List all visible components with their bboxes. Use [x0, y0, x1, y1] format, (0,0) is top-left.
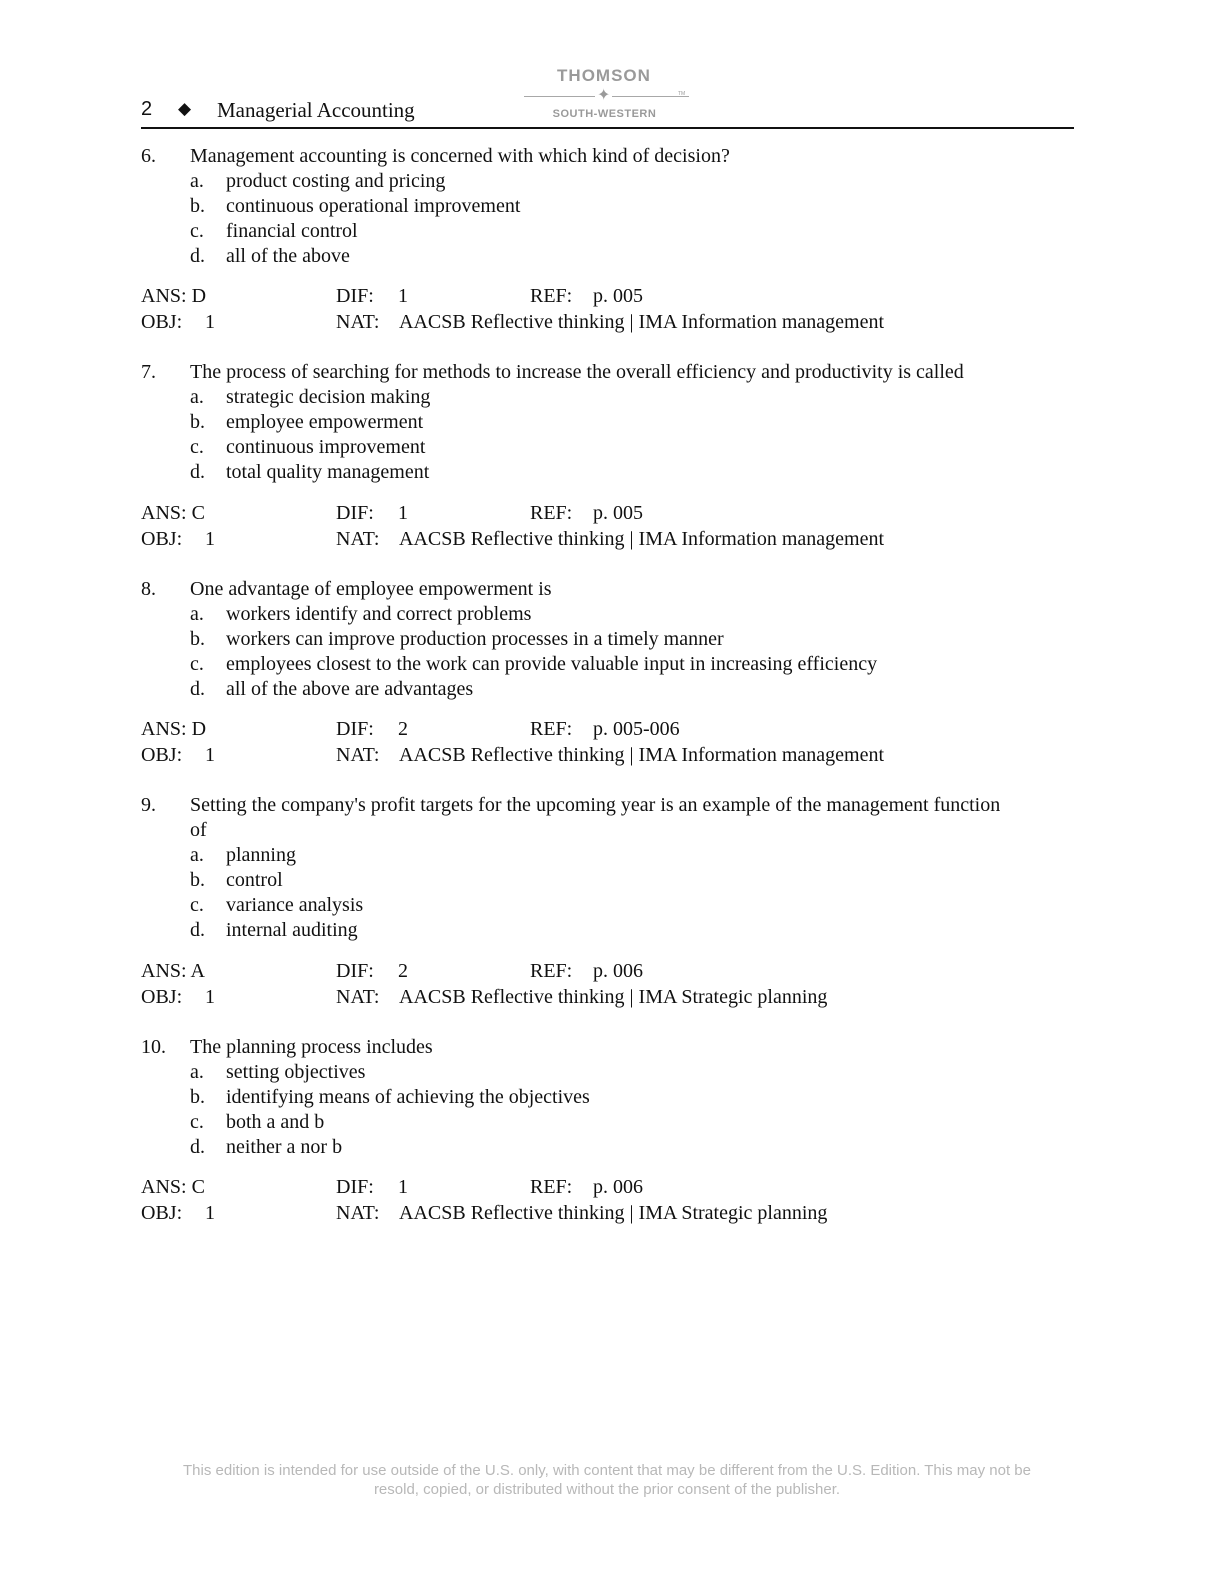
reference-value: p. 006 — [593, 960, 643, 982]
option-text: employees closest to the work can provide valuable input in increasing efficiency — [226, 653, 878, 675]
reference-label: REF: — [530, 502, 573, 524]
objective-value: 1 — [205, 1202, 215, 1224]
option-text: continuous improvement — [226, 436, 426, 458]
difficulty-label: DIF: — [336, 1176, 374, 1198]
objective-label: OBJ: — [141, 528, 183, 550]
page-number: 2 — [141, 98, 153, 120]
option-letter: b. — [190, 628, 205, 650]
question-stem: Setting the company's profit targets for the upcoming year is an example of the management function of — [190, 794, 1001, 841]
option-letter: a. — [190, 1061, 204, 1083]
objective-value: 1 — [205, 986, 215, 1008]
publisher-logo — [516, 66, 691, 122]
question-stem: The process of searching for methods to increase the overall efficiency and productivity is called — [190, 361, 964, 383]
question-number: 7. — [141, 361, 156, 383]
option-letter: b. — [190, 1086, 205, 1108]
nat-label: NAT: — [336, 986, 380, 1008]
reference-label: REF: — [530, 285, 573, 307]
difficulty-label: DIF: — [336, 285, 374, 307]
footer-disclaimer — [120, 1461, 1094, 1499]
difficulty-label: DIF: — [336, 718, 374, 740]
option-letter: d. — [190, 678, 205, 700]
difficulty-value: 1 — [398, 285, 408, 307]
objective-value: 1 — [205, 311, 215, 333]
objective-value: 1 — [205, 528, 215, 550]
question-number: 10. — [141, 1036, 166, 1058]
logo-wordmark-bottom: SOUTH-WESTERN — [552, 108, 657, 120]
option-text: strategic decision making — [226, 386, 431, 408]
option-text: identifying means of achieving the objectives — [226, 1086, 590, 1108]
option-letter: b. — [190, 411, 205, 433]
objective-label: OBJ: — [141, 986, 183, 1008]
option-letter: c. — [190, 220, 204, 242]
footer-line-2: resold, copied, or distributed without the prior consent of the publisher. — [373, 1481, 841, 1498]
question-stem: One advantage of employee empowerment is — [190, 578, 552, 600]
option-letter: c. — [190, 894, 204, 916]
nat-label: NAT: — [336, 311, 380, 333]
option-letter: a. — [190, 386, 204, 408]
objective-value: 1 — [205, 744, 215, 766]
reference-label: REF: — [530, 1176, 573, 1198]
question-number: 8. — [141, 578, 156, 600]
reference-value: p. 006 — [593, 1176, 643, 1198]
option-text: variance analysis — [226, 894, 364, 916]
answer: ANS: A — [141, 960, 205, 982]
header-rule — [141, 127, 1074, 129]
star-icon: ✦ — [597, 85, 611, 104]
reference-value: p. 005 — [593, 285, 643, 307]
option-text: all of the above are advantages — [226, 678, 474, 700]
option-text: total quality management — [226, 461, 430, 483]
nat-label: NAT: — [336, 528, 380, 550]
option-text: control — [226, 869, 283, 891]
option-letter: c. — [190, 1111, 204, 1133]
option-text: internal auditing — [226, 919, 358, 941]
difficulty-value: 1 — [398, 1176, 408, 1198]
answer: ANS: C — [141, 1176, 205, 1198]
diamond-icon: ◆ — [178, 99, 192, 119]
logo-wordmark-top: THOMSON — [557, 66, 651, 85]
question-number: 6. — [141, 145, 156, 167]
reference-value: p. 005 — [593, 502, 643, 524]
nat-label: NAT: — [336, 1202, 380, 1224]
option-letter: c. — [190, 436, 204, 458]
difficulty-label: DIF: — [336, 502, 374, 524]
difficulty-value: 1 — [398, 502, 408, 524]
option-text: both a and b — [226, 1111, 325, 1133]
nat-value: AACSB Reflective thinking | IMA Information management — [399, 528, 885, 550]
objective-label: OBJ: — [141, 744, 183, 766]
option-letter: a. — [190, 844, 204, 866]
option-letter: b. — [190, 195, 205, 217]
option-text: setting objectives — [226, 1061, 366, 1083]
question-stem: The planning process includes — [190, 1036, 433, 1058]
footer-line-1: This edition is intended for use outside of the U.S. only, with content that may be different from the U.S. Edition. This may not be — [183, 1462, 1031, 1479]
difficulty-value: 2 — [398, 718, 408, 740]
nat-label: NAT: — [336, 744, 380, 766]
option-letter: d. — [190, 245, 205, 267]
answer: ANS: D — [141, 285, 207, 307]
nat-value: AACSB Reflective thinking | IMA Strategic planning — [399, 986, 828, 1008]
option-text: financial control — [226, 220, 358, 242]
reference-label: REF: — [530, 960, 573, 982]
reference-label: REF: — [530, 718, 573, 740]
option-letter: a. — [190, 603, 204, 625]
nat-value: AACSB Reflective thinking | IMA Strategic planning — [399, 1202, 828, 1224]
option-text: product costing and pricing — [226, 170, 446, 192]
difficulty-label: DIF: — [336, 960, 374, 982]
option-letter: c. — [190, 653, 204, 675]
option-text: workers can improve production processes in a timely manner — [226, 628, 724, 650]
option-text: neither a nor b — [226, 1136, 343, 1158]
nat-value: AACSB Reflective thinking | IMA Information management — [399, 744, 885, 766]
reference-value: p. 005-006 — [593, 718, 680, 740]
question-stem: Management accounting is concerned with which kind of decision? — [190, 145, 730, 167]
option-text: all of the above — [226, 245, 350, 267]
option-letter: d. — [190, 919, 205, 941]
objective-label: OBJ: — [141, 311, 183, 333]
difficulty-value: 2 — [398, 960, 408, 982]
question-number: 9. — [141, 794, 156, 816]
nat-value: AACSB Reflective thinking | IMA Information management — [399, 311, 885, 333]
book-title: Managerial Accounting — [217, 98, 415, 122]
option-text: employee empowerment — [226, 411, 424, 433]
answer: ANS: D — [141, 718, 207, 740]
logo-trademark: TM — [678, 91, 686, 97]
option-text: planning — [226, 844, 296, 866]
option-letter: a. — [190, 170, 204, 192]
objective-label: OBJ: — [141, 1202, 183, 1224]
option-text: continuous operational improvement — [226, 195, 521, 217]
answer: ANS: C — [141, 502, 205, 524]
option-text: workers identify and correct problems — [226, 603, 532, 625]
option-letter: d. — [190, 1136, 205, 1158]
option-letter: d. — [190, 461, 205, 483]
option-letter: b. — [190, 869, 205, 891]
